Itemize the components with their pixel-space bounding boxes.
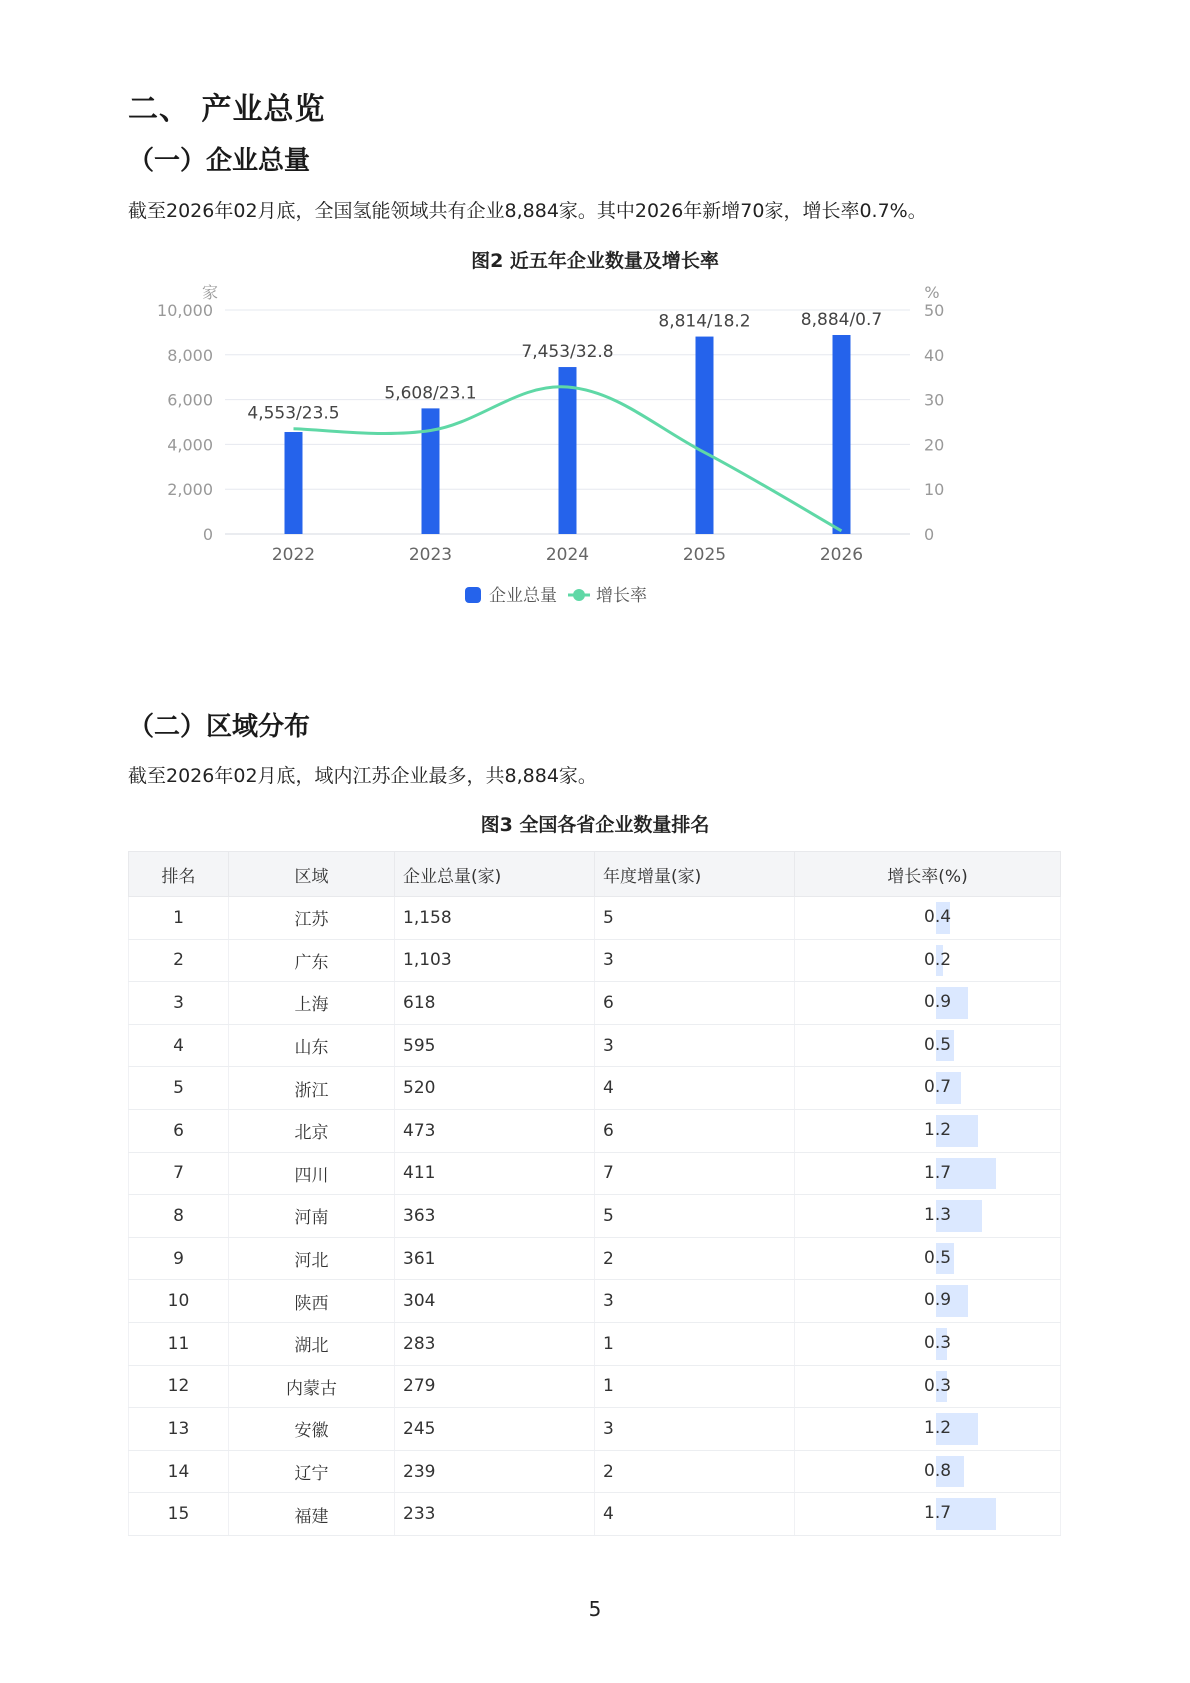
cell-increment: 6 <box>595 1109 795 1152</box>
table-row <box>129 1152 1061 1195</box>
y-right-tick-label: 50 <box>924 301 945 320</box>
cell-growth-rate <box>795 1024 1061 1067</box>
cell-increment: 3 <box>595 1280 795 1323</box>
cell-rank: 6 <box>129 1109 229 1152</box>
bar <box>422 408 440 534</box>
cell-total: 233 <box>395 1493 595 1536</box>
y-right-tick-label: 0 <box>924 525 935 544</box>
y-left-axis-label: 家 <box>201 283 219 302</box>
table-row <box>129 1195 1061 1238</box>
cell-growth-rate <box>795 1408 1061 1451</box>
header-growth-rate[interactable]: 增长率(%) <box>795 852 1061 897</box>
data-label: 7,453/32.8 <box>521 342 614 363</box>
cell-rank: 13 <box>129 1408 229 1451</box>
cell-rank: 7 <box>129 1152 229 1195</box>
cell-total: 411 <box>395 1152 595 1195</box>
y-left-tick-label: 6,000 <box>167 390 213 410</box>
cell-growth-rate <box>795 1322 1061 1365</box>
cell-region: 山东 <box>229 1024 395 1067</box>
cell-increment: 2 <box>595 1237 795 1280</box>
cell-rank: 12 <box>129 1365 229 1408</box>
header-region[interactable]: 区域 <box>229 852 395 897</box>
legend-label-rate: 增长率 <box>596 586 647 606</box>
cell-region: 浙江 <box>229 1067 395 1110</box>
data-label: 4,553/23.5 <box>247 403 340 424</box>
cell-increment: 1 <box>595 1322 795 1365</box>
table-row <box>129 1280 1061 1323</box>
cell-rank: 5 <box>129 1067 229 1110</box>
cell-increment: 4 <box>595 1493 795 1536</box>
table-row <box>129 1237 1061 1280</box>
cell-region: 河南 <box>229 1195 395 1238</box>
x-tick-label: 2022 <box>271 545 316 565</box>
growth-rate-value: 0.2 <box>924 949 952 970</box>
data-label: 8,814/18.2 <box>658 311 751 332</box>
cell-total: 618 <box>395 982 595 1025</box>
cell-region: 安徽 <box>229 1408 395 1451</box>
data-label: 5,608/23.1 <box>384 383 477 404</box>
cell-region: 上海 <box>229 982 395 1025</box>
x-tick-label: 2026 <box>819 545 864 565</box>
cell-growth-rate <box>795 897 1061 940</box>
y-right-tick-label: 10 <box>924 480 945 500</box>
growth-rate-value: 0.3 <box>924 1332 952 1353</box>
cell-rank: 11 <box>129 1322 229 1365</box>
growth-rate-value: 1.2 <box>924 1418 952 1439</box>
growth-rate-value: 0.7 <box>924 1077 952 1098</box>
table-row <box>129 1365 1061 1408</box>
cell-total: 1,103 <box>395 939 595 982</box>
cell-growth-rate <box>795 939 1061 982</box>
bar <box>559 367 577 534</box>
header-rank[interactable]: 排名 <box>129 852 229 897</box>
enterprise-total-paragraph: 截至2026年02月底，全国氢能领域共有企业8,884家。其中2026年新增70家，增长率0.7%。 <box>128 200 927 222</box>
table-row <box>129 939 1061 982</box>
growth-rate-value: 1.7 <box>924 1162 952 1183</box>
table-row <box>129 897 1061 940</box>
cell-growth-rate <box>795 1067 1061 1110</box>
cell-increment: 5 <box>595 897 795 940</box>
table-row <box>129 1067 1061 1110</box>
table-row <box>129 1322 1061 1365</box>
y-left-tick-label: 4,000 <box>167 435 213 455</box>
cell-total: 595 <box>395 1024 595 1067</box>
cell-growth-rate <box>795 1109 1061 1152</box>
y-left-tick-label: 2,000 <box>167 480 213 500</box>
y-left-tick-label: 10,000 <box>157 301 213 320</box>
cell-region: 陕西 <box>229 1280 395 1323</box>
subsection-title-enterprise-total: （一）企业总量 <box>128 146 311 176</box>
growth-rate-value: 0.4 <box>924 907 952 927</box>
cell-growth-rate <box>795 1365 1061 1408</box>
regional-paragraph: 截至2026年02月底，域内江苏企业最多，共8,884家。 <box>128 765 597 787</box>
cell-increment: 3 <box>595 939 795 982</box>
bar <box>696 337 714 534</box>
bar <box>833 335 851 534</box>
growth-rate-value: 0.8 <box>924 1460 952 1481</box>
enterprise-growth-chart <box>150 280 1000 650</box>
table-header-row <box>129 852 1061 897</box>
cell-increment: 6 <box>595 982 795 1025</box>
cell-growth-rate <box>795 1152 1061 1195</box>
cell-rank: 2 <box>129 939 229 982</box>
cell-total: 520 <box>395 1067 595 1110</box>
table-row <box>129 982 1061 1025</box>
cell-rank: 3 <box>129 982 229 1025</box>
data-label: 8,884/0.7 <box>800 309 883 330</box>
bar <box>285 432 303 534</box>
y-left-tick-label: 0 <box>202 525 213 544</box>
cell-growth-rate <box>795 1237 1061 1280</box>
growth-rate-value: 0.3 <box>924 1375 952 1396</box>
cell-increment: 3 <box>595 1024 795 1067</box>
header-increment[interactable]: 年度增量(家) <box>595 852 795 897</box>
cell-total: 1,158 <box>395 897 595 940</box>
province-ranking-table <box>128 851 1061 1536</box>
growth-rate-value: 1.2 <box>924 1119 952 1140</box>
y-right-tick-label: 30 <box>924 390 945 410</box>
cell-growth-rate <box>795 1280 1061 1323</box>
cell-total: 245 <box>395 1408 595 1451</box>
cell-region: 北京 <box>229 1109 395 1152</box>
table-row <box>129 1493 1061 1536</box>
cell-region: 四川 <box>229 1152 395 1195</box>
figure3-title: 图3 全国各省企业数量排名 <box>480 814 710 836</box>
y-right-tick-label: 40 <box>924 345 945 365</box>
cell-region: 内蒙古 <box>229 1365 395 1408</box>
y-right-axis-label: % <box>924 283 940 302</box>
header-total[interactable]: 企业总量(家) <box>395 852 595 897</box>
cell-region: 福建 <box>229 1493 395 1536</box>
cell-total: 304 <box>395 1280 595 1323</box>
cell-total: 363 <box>395 1195 595 1238</box>
y-right-tick-label: 20 <box>924 435 945 455</box>
table-row <box>129 1024 1061 1067</box>
cell-growth-rate <box>795 1195 1061 1238</box>
legend-label-total: 企业总量 <box>489 586 557 606</box>
x-tick-label: 2025 <box>682 545 727 565</box>
section-title: 二、 产业总览 <box>128 92 326 127</box>
cell-region: 江苏 <box>229 897 395 940</box>
cell-increment: 1 <box>595 1365 795 1408</box>
growth-rate-value: 1.7 <box>924 1503 952 1524</box>
cell-increment: 3 <box>595 1408 795 1451</box>
cell-growth-rate <box>795 1493 1061 1536</box>
table-row <box>129 1109 1061 1152</box>
cell-rank: 8 <box>129 1195 229 1238</box>
cell-rank: 9 <box>129 1237 229 1280</box>
cell-increment: 5 <box>595 1195 795 1238</box>
cell-total: 239 <box>395 1450 595 1493</box>
cell-total: 361 <box>395 1237 595 1280</box>
growth-rate-value: 0.5 <box>924 1034 952 1055</box>
cell-total: 279 <box>395 1365 595 1408</box>
subsection-title-regional: （二）区域分布 <box>128 712 311 742</box>
cell-total: 473 <box>395 1109 595 1152</box>
legend-marker-rate <box>573 589 585 601</box>
cell-region: 辽宁 <box>229 1450 395 1493</box>
x-tick-label: 2023 <box>408 545 453 565</box>
cell-region: 湖北 <box>229 1322 395 1365</box>
cell-increment: 2 <box>595 1450 795 1493</box>
table-row <box>129 1450 1061 1493</box>
cell-rank: 4 <box>129 1024 229 1067</box>
cell-rank: 1 <box>129 897 229 940</box>
cell-rank: 14 <box>129 1450 229 1493</box>
table-row <box>129 1408 1061 1451</box>
growth-rate-value: 0.9 <box>924 1290 952 1311</box>
page-number: 5 <box>588 1597 602 1621</box>
cell-growth-rate <box>795 1450 1061 1493</box>
growth-rate-value: 1.3 <box>924 1205 952 1226</box>
cell-increment: 4 <box>595 1067 795 1110</box>
cell-rank: 10 <box>129 1280 229 1323</box>
cell-growth-rate <box>795 982 1061 1025</box>
growth-rate-value: 0.5 <box>924 1247 952 1268</box>
cell-region: 广东 <box>229 939 395 982</box>
figure2-title: 图2 近五年企业数量及增长率 <box>471 250 719 272</box>
cell-increment: 7 <box>595 1152 795 1195</box>
cell-rank: 15 <box>129 1493 229 1536</box>
x-tick-label: 2024 <box>545 545 590 565</box>
growth-rate-value: 0.9 <box>924 992 952 1013</box>
y-left-tick-label: 8,000 <box>167 345 213 365</box>
cell-total: 283 <box>395 1322 595 1365</box>
legend-swatch-total <box>465 587 481 603</box>
cell-region: 河北 <box>229 1237 395 1280</box>
